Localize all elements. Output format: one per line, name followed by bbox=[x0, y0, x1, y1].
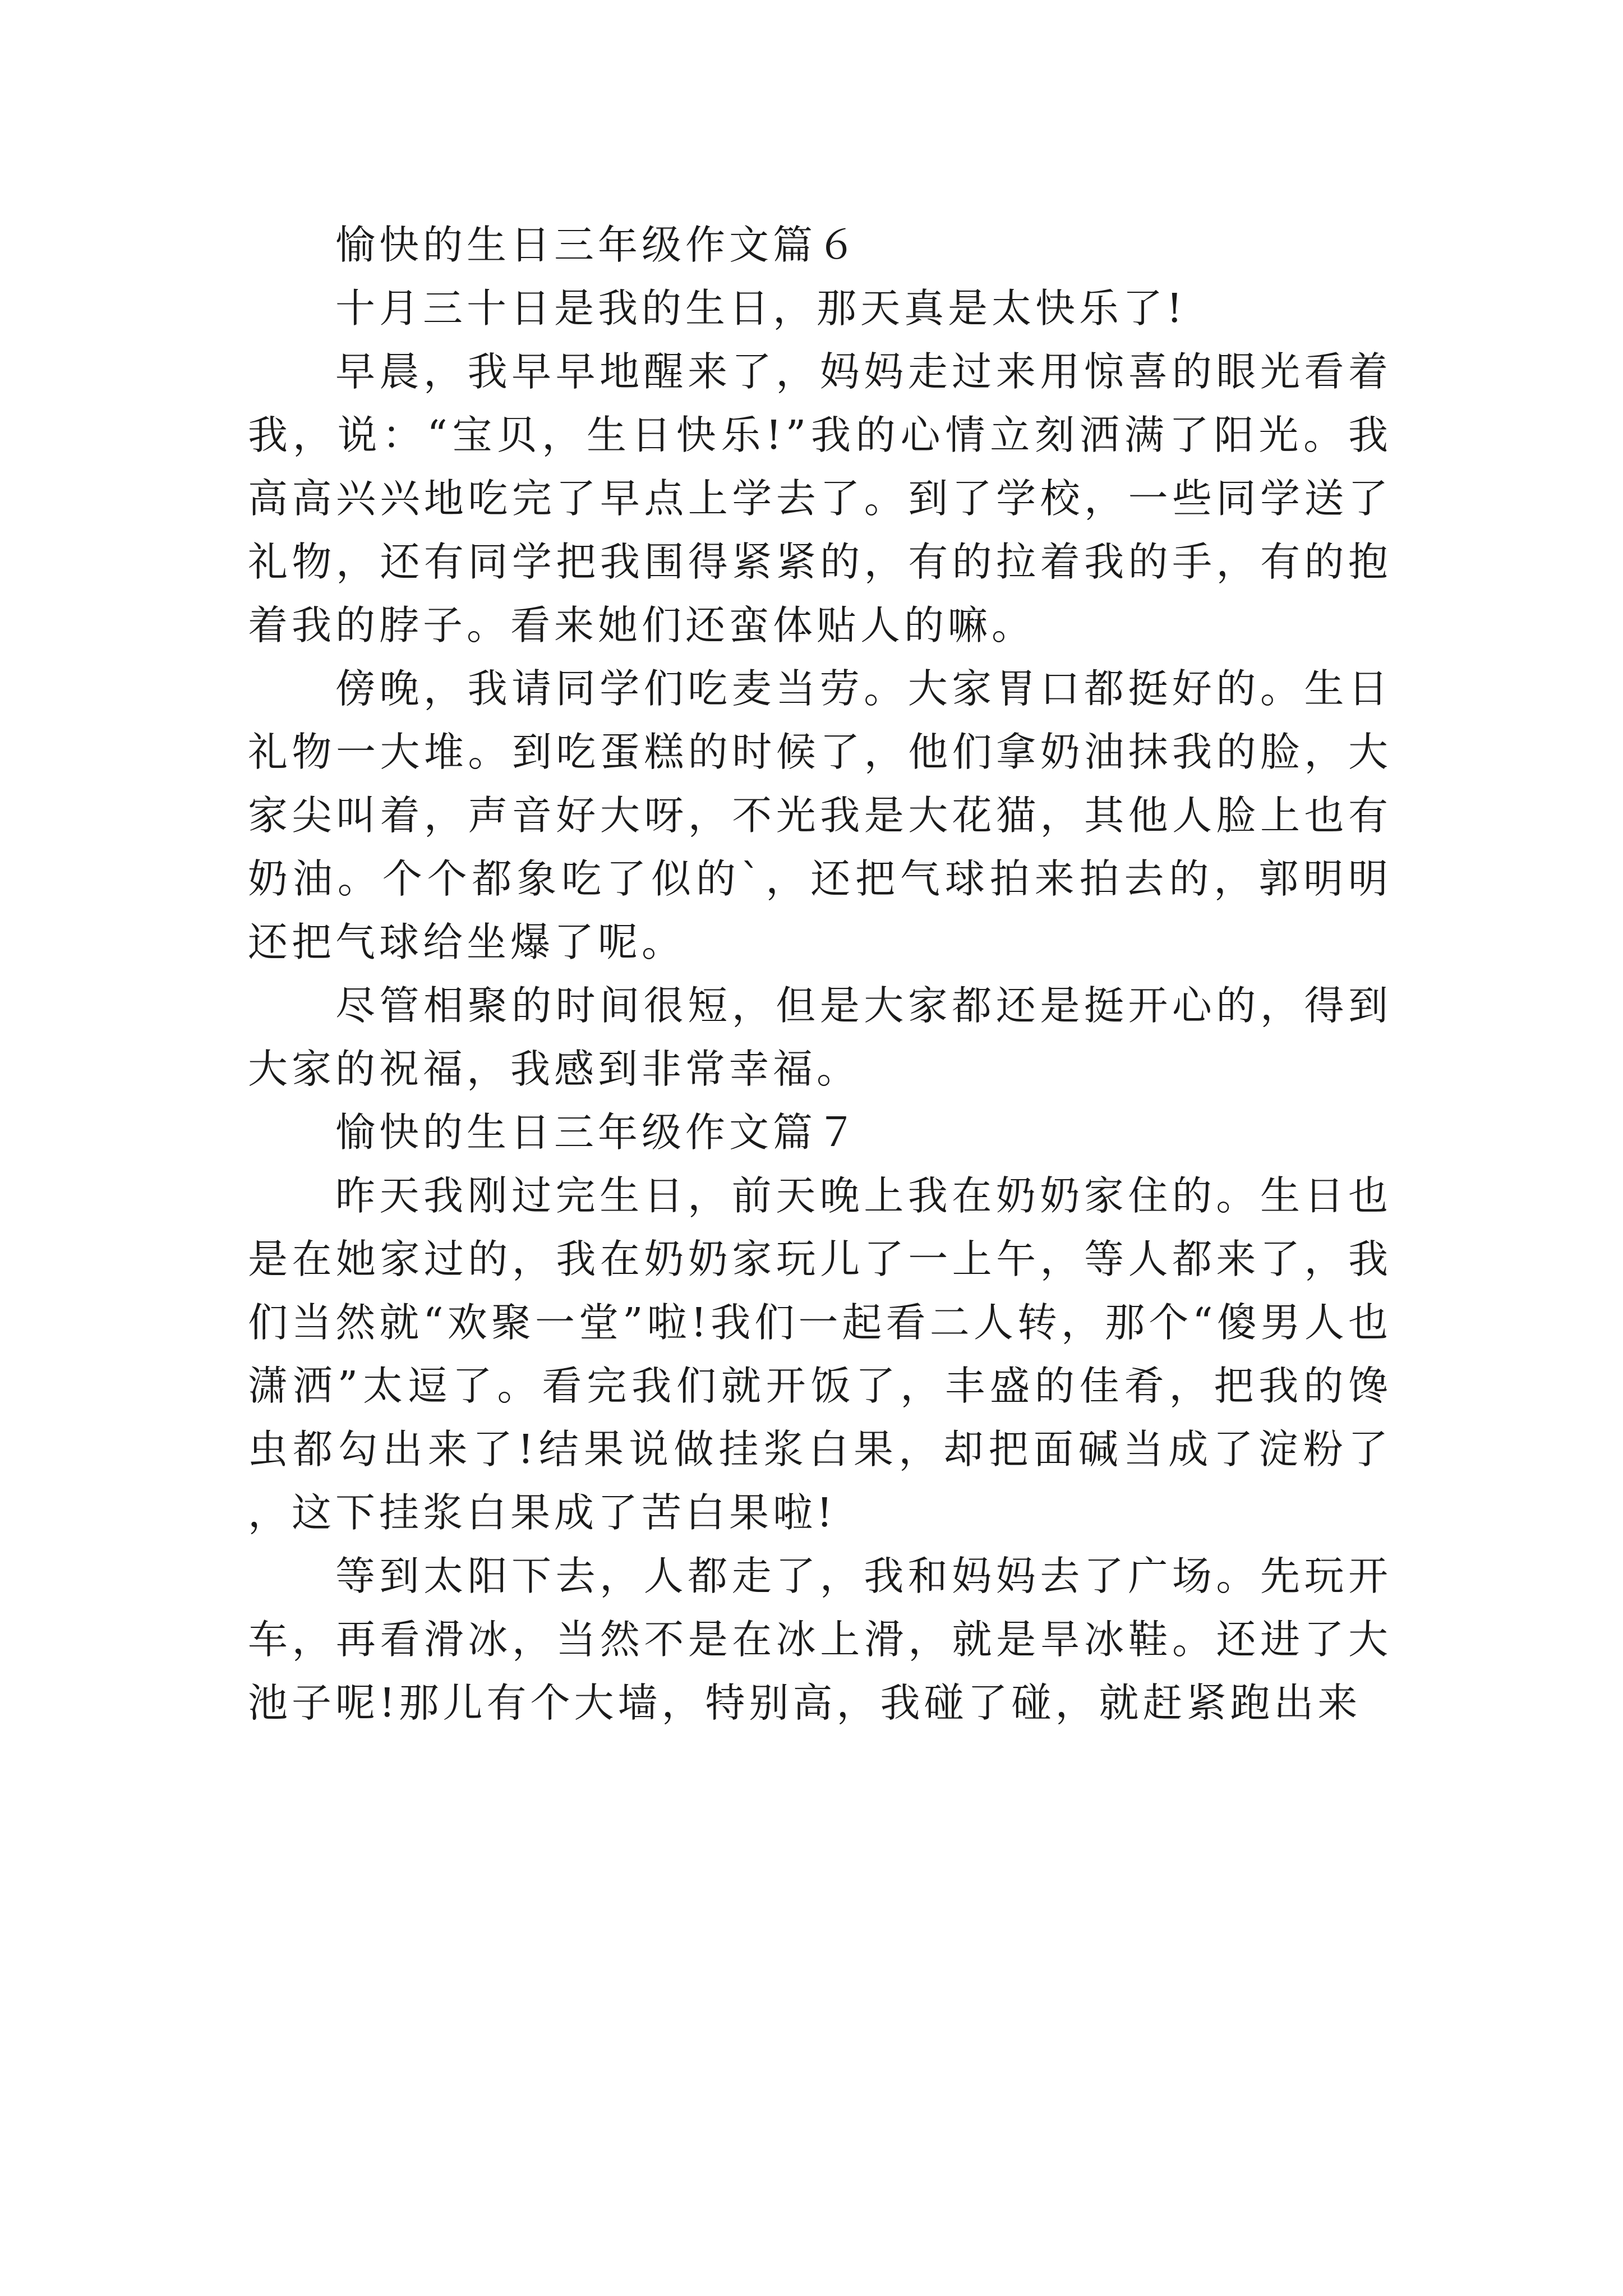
paragraph: 等到太阳下去，人都走了，我和妈妈去了广场。先玩开车，再看滑冰，当然不是在冰上滑，就是旱冰鞋。还进了大池子呢!那儿有个大墙，特别高，我碰了碰，就赶紧跑出来 bbox=[248, 1553, 1392, 1726]
paragraph: 傍晚，我请同学们吃麦当劳。大家胃口都挺好的。生日礼物一大堆。到吃蛋糕的时候了，他们拿奶油抹我的脸，大家尖叫着，声音好大呀，不光我是大花猫，其他人脸上也有奶油。个个都象吃了似的`，还把气球拍来拍去的，郭明明还把气球给坐爆了呢。 bbox=[248, 665, 1392, 965]
paragraph: 早晨，我早早地醒来了，妈妈走过来用惊喜的眼光看着我，说：“宝贝，生日快乐!”我的心情立刻洒满了阳光。我高高兴兴地吃完了早点上学去了。到了学校，一些同学送了礼物，还有同学把我围得紧紧的，有的拉着我的手，有的抱着我的脖子。看来她们还蛮体贴人的嘛。 bbox=[248, 348, 1392, 648]
essay-heading-7: 愉快的生日三年级作文篇７ bbox=[335, 1109, 861, 1156]
paragraph: 尽管相聚的时间很短，但是大家都还是挺开心的，得到大家的祝福，我感到非常幸福。 bbox=[248, 982, 1392, 1092]
essay-heading-6: 愉快的生日三年级作文篇６ bbox=[335, 222, 861, 268]
paragraph: 十月三十日是我的生日，那天真是太快乐了! bbox=[335, 285, 1187, 332]
paragraph: 昨天我刚过完生日，前天晚上我在奶奶家住的。生日也是在她家过的，我在奶奶家玩儿了一上午，等人都来了，我们当然就“欢聚一堂”啦!我们一起看二人转，那个“傻男人也潇洒”太逗了。看完我们就开饭了，丰盛的佳肴，把我的馋虫都勾出来了!结果说做挂浆白果，却把面碱当成了淀粉了，这下挂浆白果成了苦白果啦! bbox=[248, 1172, 1392, 1536]
document-body bbox=[248, 213, 1392, 1734]
